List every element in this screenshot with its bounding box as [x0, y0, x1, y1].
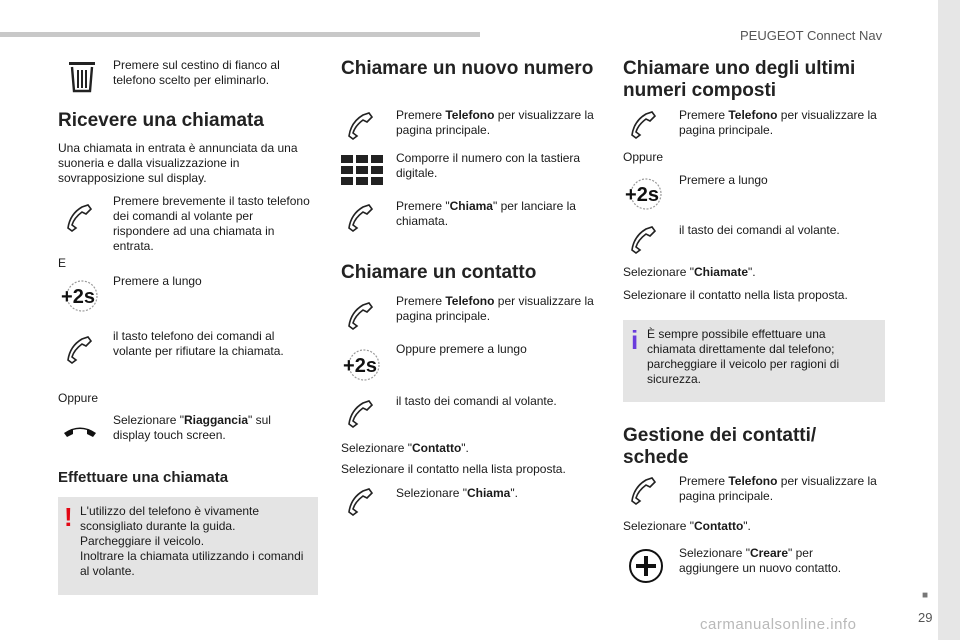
twos-glyph: +2s — [61, 286, 95, 308]
wheel-key-instruction: il tasto dei comandi al volante. — [679, 223, 840, 237]
watermark: carmanualsonline.info — [700, 616, 857, 633]
long-press-2s-icon — [56, 276, 100, 316]
info-text: È sempre possibile effettuare una chiamata direttamente dal telefono; parcheggiare il veicolo per ragioni di sicurezza. — [647, 327, 840, 386]
telefono-instruction: Premere Telefono per visualizzare la pagina principale. — [679, 108, 877, 137]
trash-icon — [60, 56, 104, 96]
select-contact-label: Selezionare "Contatto". — [341, 441, 469, 455]
delete-instruction: Premere sul cestino di fianco al telefono scelto per eliminarlo. — [113, 58, 280, 87]
keypad-icon — [340, 150, 384, 190]
select-contatto-label: Selezionare "Contatto". — [623, 519, 751, 533]
section-title-recent: Chiamare uno degli ultimi numeri composti — [623, 58, 856, 101]
select-contact-list: Selezionare il contatto nella lista proposta. — [623, 288, 848, 302]
long-press-2s-icon — [620, 174, 664, 214]
section-title-make-call: Effettuare una chiamata — [58, 469, 229, 486]
or-label: Oppure — [58, 391, 99, 405]
hang-up-icon — [58, 410, 102, 450]
warning-text: L'utilizzo del telefono è vivamente sconsigliato durante la guida. Parcheggiare il veicolo. Inoltrare la chiamata utilizzando i comandi al volante. — [80, 504, 304, 578]
page-number: 29 — [918, 610, 933, 625]
longpress-label: Premere a lungo — [679, 173, 768, 187]
info-icon: i — [631, 325, 639, 355]
section-title-contact: Chiamare un contatto — [341, 262, 537, 283]
and-label: E — [58, 256, 67, 270]
side-strip — [938, 0, 960, 640]
phone-handset-icon — [622, 218, 666, 258]
phone-handset-icon — [339, 294, 383, 334]
telefono-instruction: Premere Telefono per visualizzare la pagina principale. — [396, 294, 594, 323]
page-header: PEUGEOT Connect Nav — [740, 28, 883, 43]
warning-icon: ! — [64, 502, 73, 532]
receive-intro: Una chiamata in entrata è annunciata da una suoneria e dalla visualizzazione in sovrapposizione sul display. — [58, 141, 298, 185]
answer-instruction: Premere brevemente il tasto telefono dei comandi al volante per rispondere ad una chiamata in entrata. — [113, 194, 310, 253]
telefono-instruction: Premere Telefono per visualizzare la pagina principale. — [679, 474, 877, 503]
hangup-instruction: Selezionare "Riaggancia" sul display touch screen. — [113, 413, 271, 442]
phone-handset-icon — [58, 196, 102, 236]
phone-handset-icon — [339, 104, 383, 144]
phone-handset-icon — [58, 328, 102, 368]
select-chiamate-label: Selezionare "Chiamate". — [623, 265, 756, 279]
phone-handset-icon — [622, 469, 666, 509]
or-label: Oppure — [623, 150, 664, 164]
section-title-new-number: Chiamare un nuovo numero — [341, 58, 594, 79]
page-marker: ■ — [922, 590, 929, 601]
wheel-key-instruction: il tasto dei comandi al volante. — [396, 394, 557, 408]
create-contact-instruction: Selezionare "Creare" per aggiungere un nuovo contatto. — [679, 546, 842, 575]
reject-instruction: il tasto telefono dei comandi al volante per rifiutare la chiamata. — [113, 329, 284, 358]
phone-handset-icon — [339, 480, 383, 520]
select-contact-list: Selezionare il contatto nella lista proposta. — [341, 462, 566, 476]
longpress-label: Premere a lungo — [113, 274, 202, 288]
select-call-instruction: Selezionare "Chiama". — [396, 486, 518, 500]
warning-box — [58, 497, 318, 595]
section-title-receive: Ricevere una chiamata — [58, 110, 264, 131]
twos-glyph: +2s — [343, 355, 377, 377]
or-longpress-label: Oppure premere a lungo — [396, 342, 527, 356]
phone-handset-icon — [622, 103, 666, 143]
telefono-instruction: Premere Telefono per visualizzare la pagina principale. — [396, 108, 594, 137]
section-title-manage-contacts: Gestione dei contatti/ schede — [623, 425, 817, 468]
phone-handset-icon — [339, 196, 383, 236]
info-box — [623, 320, 885, 402]
dial-instruction: Comporre il numero con la tastiera digitale. — [396, 151, 581, 180]
twos-glyph: +2s — [625, 184, 659, 206]
long-press-2s-icon — [338, 345, 382, 385]
phone-handset-icon — [339, 392, 383, 432]
call-instruction: Premere "Chiama" per lanciare la chiamata. — [396, 199, 576, 228]
add-plus-icon — [624, 546, 668, 586]
top-rule — [0, 32, 480, 37]
